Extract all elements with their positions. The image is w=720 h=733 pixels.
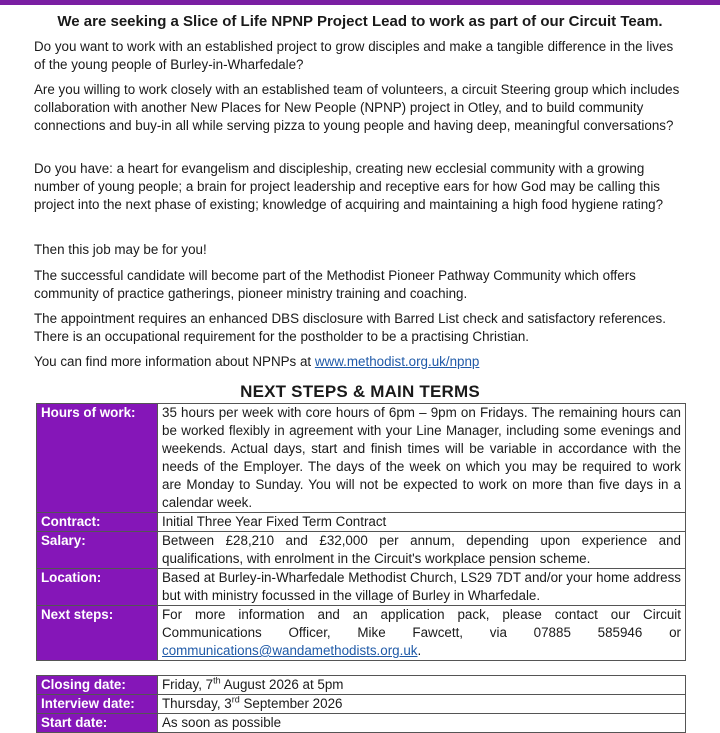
dates-row-start (37, 714, 686, 733)
interview-date-suffix: rd (231, 694, 240, 705)
intro-paragraph-1: Do you want to work with an established project to grow disciples and make a tangible difference in the lives of the young people of Burley-in-Wharfedale? (34, 39, 674, 72)
hours-label: Hours of work: (37, 404, 158, 513)
closing-date-suffix: th (213, 675, 221, 686)
contract-value: Initial Three Year Fixed Term Contract (158, 513, 686, 532)
location-value: Based at Burley-in-Wharfedale Methodist Church, LS29 7DT and/or your home address but with ministry focussed in the village of Burley in Wharfedale. (158, 569, 686, 606)
contract-label: Contract: (37, 513, 158, 532)
job-headline: We are seeking a Slice of Life NPNP Project Lead to work as part of our Circuit Team. (57, 13, 663, 30)
terms-table (36, 403, 686, 661)
interview-date-day: Thursday, 3 (162, 696, 232, 711)
interview-date-value (158, 695, 686, 714)
closing-date-label: Closing date: (37, 676, 158, 695)
dates-row-interview (37, 695, 686, 714)
interview-date-rest: September 2026 (239, 696, 343, 711)
intro-paragraph-4: Then this job may be for you! (34, 242, 207, 257)
salary-value: Between £28,210 and £32,000 per annum, depending upon experience and qualifications, with enrolment in the Circuit's workplace pension scheme. (158, 532, 686, 569)
intro-paragraph-2: Are you willing to work closely with an established team of volunteers, a circuit Steering group which includes collaboration with another New Places for New People (NPNP) project in Otley, and to build community connections and buy-in all while serving pizza to young people and having deep, meaningful conversations? (34, 82, 680, 133)
intro-paragraph-7 (34, 353, 684, 371)
terms-row-hours (37, 404, 686, 513)
section-title: NEXT STEPS & MAIN TERMS (240, 382, 480, 401)
communications-email-link[interactable]: communications@wandamethodists.org.uk (162, 643, 418, 658)
interview-date-label: Interview date: (37, 695, 158, 714)
terms-row-location (37, 569, 686, 606)
next-steps-label: Next steps: (37, 606, 158, 661)
dates-row-closing (37, 676, 686, 695)
intro-paragraph-6: The appointment requires an enhanced DBS disclosure with Barred List check and satisfactory references. There is an occupational requirement for the postholder to be a practising Christian. (34, 311, 666, 344)
closing-date-value (158, 676, 686, 695)
start-date-value: As soon as possible (158, 714, 686, 733)
terms-row-salary (37, 532, 686, 569)
next-steps-text: For more information and an application pack, please contact our Circuit Communications Officer, Mike Fawcett, via 07885 585946 or (162, 607, 681, 640)
closing-date-day: Friday, 7 (162, 677, 214, 692)
location-label: Location: (37, 569, 158, 606)
start-date-label: Start date: (37, 714, 158, 733)
intro-paragraph-3: Do you have: a heart for evangelism and discipleship, creating new ecclesial community with a growing number of young people; a brain for project leadership and receptive ears for how God may be calling this project into the next phase of existing; knowledge of acquiring and maintaining a high food hygiene rating? (34, 161, 664, 212)
next-steps-value (158, 606, 686, 661)
intro-paragraph-5: The successful candidate will become part of the Methodist Pioneer Pathway Community which offers community of practice gatherings, pioneer ministry training and coaching. (34, 268, 636, 301)
closing-date-rest: August 2026 at 5pm (220, 677, 344, 692)
hours-value: 35 hours per week with core hours of 6pm – 9pm on Fridays. The remaining hours can be worked flexibly in agreement with your Line Manager, including some evenings and weekends. Actual days, start and finish times will be variable in accordance with the needs of the Employer. The days of the week on which you may be required to work are Monday to Sunday. You will not be expected to work on more than five days in a calendar week. (158, 404, 686, 513)
npnp-info-text: You can find more information about NPNPs at (34, 354, 315, 369)
terms-row-contract (37, 513, 686, 532)
next-steps-end: . (417, 643, 422, 658)
top-accent-bar (0, 0, 720, 5)
salary-label: Salary: (37, 532, 158, 569)
dates-table (36, 675, 686, 733)
npnp-info-link[interactable]: www.methodist.org.uk/npnp (314, 354, 480, 369)
terms-row-next-steps (37, 606, 686, 661)
